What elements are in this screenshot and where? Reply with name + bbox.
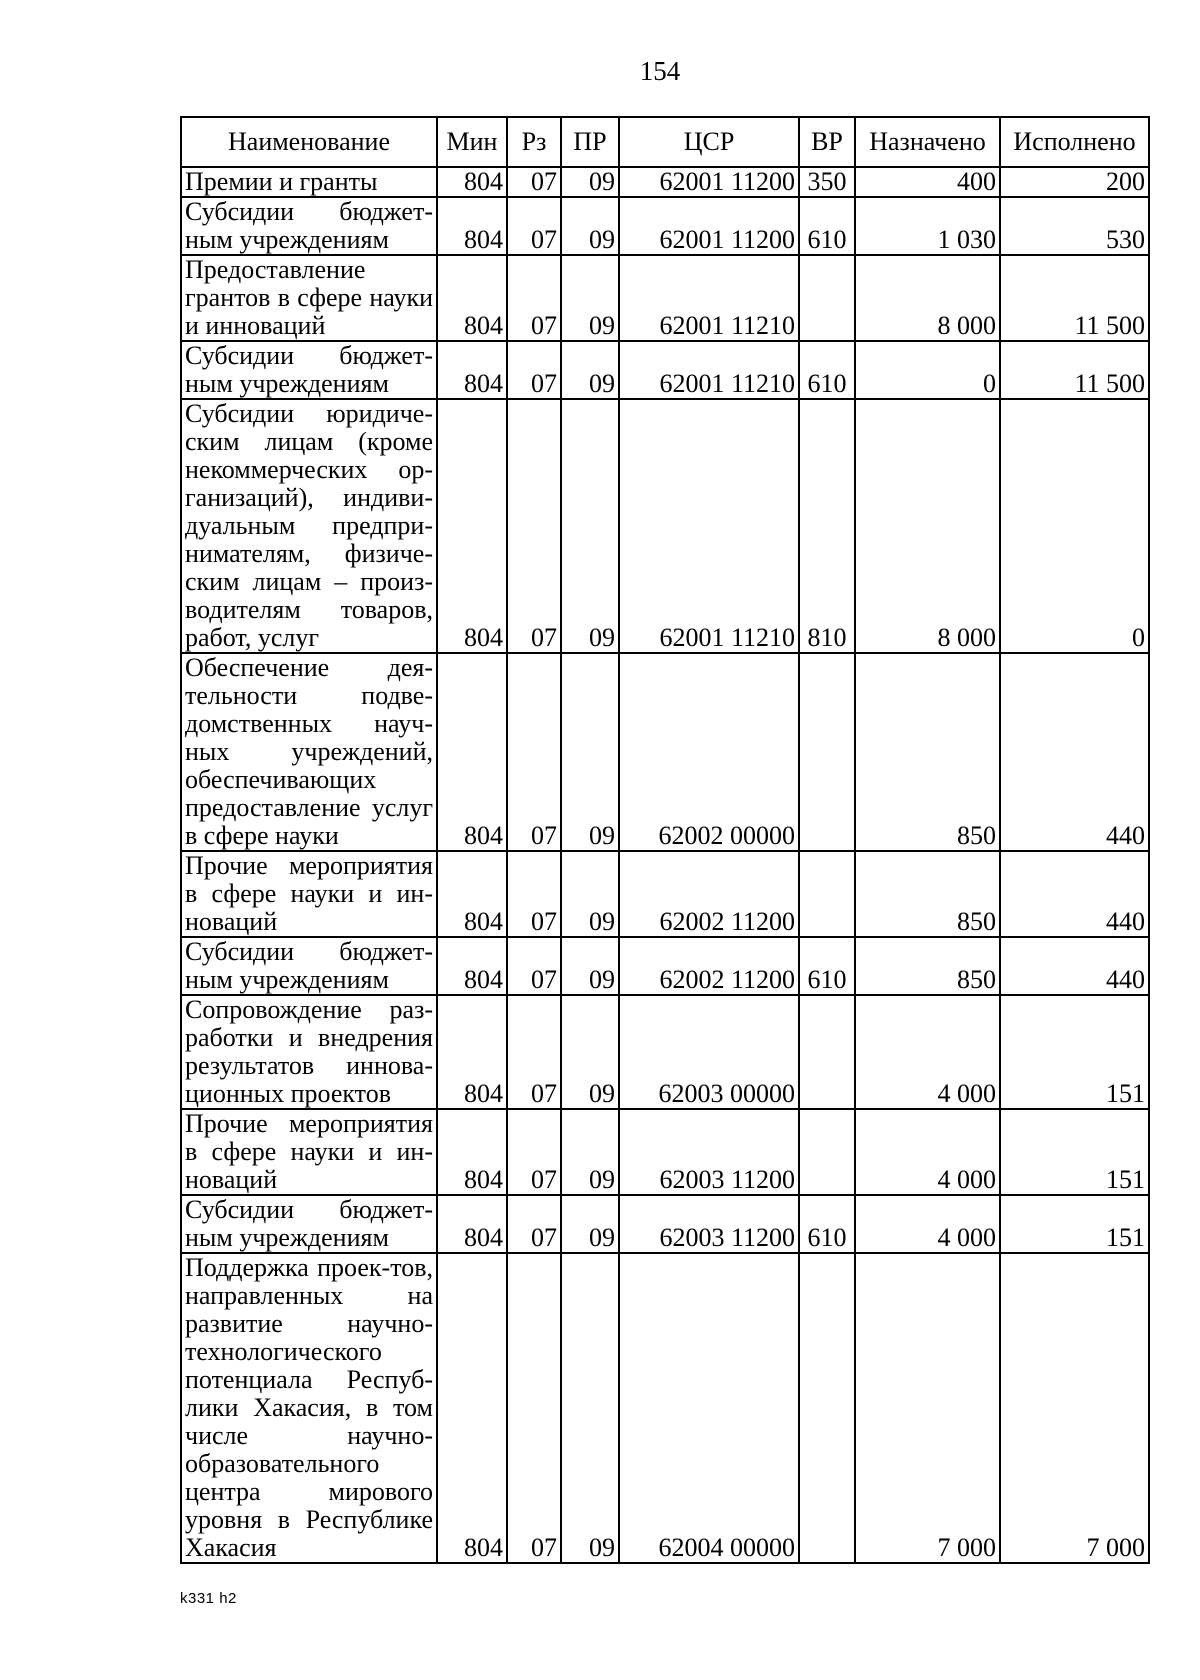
row-executed-cell: 530	[1000, 197, 1149, 255]
row-executed-cell: 151	[1000, 1195, 1149, 1253]
row-pr-cell: 09	[561, 653, 619, 851]
row-assigned-cell: 850	[855, 851, 1000, 937]
table-row	[181, 1253, 1149, 1563]
row-pr-cell: 09	[561, 1195, 619, 1253]
row-csr-cell: 62003 11200	[619, 1195, 799, 1253]
row-pr-cell: 09	[561, 937, 619, 995]
column-header-vr: ВР	[799, 117, 855, 167]
row-executed-cell: 0	[1000, 399, 1149, 653]
row-vr-cell: 610	[799, 1195, 855, 1253]
row-pr-cell: 09	[561, 399, 619, 653]
row-rz-cell: 07	[507, 937, 561, 995]
row-csr-cell: 62001 11200	[619, 197, 799, 255]
row-name-cell: Субсидии юридиче-ским лицам (кроме некоммерческих ор-ганизаций), индиви-дуальным предпри-нимателям, физиче-ским лицам – произ-водителям товаров, работ, услуг	[181, 399, 437, 653]
row-name-cell: Субсидии бюджет-ным учреждениям	[181, 341, 437, 399]
row-rz-cell: 07	[507, 653, 561, 851]
row-name-cell: Прочие мероприятия в сфере науки и ин-новаций	[181, 851, 437, 937]
row-min-cell: 804	[437, 1253, 507, 1563]
row-rz-cell: 07	[507, 1195, 561, 1253]
row-pr-cell: 09	[561, 167, 619, 197]
table-body	[181, 167, 1149, 1563]
table-row	[181, 851, 1149, 937]
row-min-cell: 804	[437, 399, 507, 653]
row-rz-cell: 07	[507, 197, 561, 255]
row-vr-cell	[799, 851, 855, 937]
row-min-cell: 804	[437, 653, 507, 851]
row-vr-cell	[799, 995, 855, 1109]
row-pr-cell: 09	[561, 197, 619, 255]
row-vr-cell: 610	[799, 937, 855, 995]
row-rz-cell: 07	[507, 341, 561, 399]
table-row	[181, 1195, 1149, 1253]
table-row	[181, 1109, 1149, 1195]
row-pr-cell: 09	[561, 255, 619, 341]
row-vr-cell: 810	[799, 399, 855, 653]
row-min-cell: 804	[437, 341, 507, 399]
row-assigned-cell: 400	[855, 167, 1000, 197]
row-min-cell: 804	[437, 995, 507, 1109]
row-assigned-cell: 1 030	[855, 197, 1000, 255]
row-name-cell: Поддержка проек-тов, направленных на развитие научно-технологического потенциала Респуб-лики Хакасия, в том числе научно-образовательного центра мирового уровня в Республике Хакасия	[181, 1253, 437, 1563]
table-row	[181, 255, 1149, 341]
row-csr-cell: 62003 00000	[619, 995, 799, 1109]
row-pr-cell: 09	[561, 851, 619, 937]
row-pr-cell: 09	[561, 1253, 619, 1563]
table-row	[181, 399, 1149, 653]
table-row	[181, 995, 1149, 1109]
row-min-cell: 804	[437, 1109, 507, 1195]
row-rz-cell: 07	[507, 995, 561, 1109]
row-min-cell: 804	[437, 255, 507, 341]
row-vr-cell	[799, 1253, 855, 1563]
row-rz-cell: 07	[507, 167, 561, 197]
row-assigned-cell: 4 000	[855, 995, 1000, 1109]
row-min-cell: 804	[437, 197, 507, 255]
table-row	[181, 937, 1149, 995]
row-executed-cell: 11 500	[1000, 341, 1149, 399]
row-pr-cell: 09	[561, 1109, 619, 1195]
row-name-cell: Премии и гранты	[181, 167, 437, 197]
row-csr-cell: 62004 00000	[619, 1253, 799, 1563]
row-rz-cell: 07	[507, 1253, 561, 1563]
column-header-pr: ПР	[561, 117, 619, 167]
row-executed-cell: 151	[1000, 1109, 1149, 1195]
row-rz-cell: 07	[507, 851, 561, 937]
row-executed-cell: 440	[1000, 937, 1149, 995]
column-header-csr: ЦСР	[619, 117, 799, 167]
column-header-name: Наименование	[181, 117, 437, 167]
budget-table	[180, 116, 1150, 1564]
row-vr-cell: 610	[799, 341, 855, 399]
column-header-rz: Рз	[507, 117, 561, 167]
table-row	[181, 653, 1149, 851]
row-name-cell: Сопровождение раз-работки и внедрения результатов иннова-ционных проектов	[181, 995, 437, 1109]
row-name-cell: Субсидии бюджет-ным учреждениям	[181, 197, 437, 255]
row-assigned-cell: 8 000	[855, 255, 1000, 341]
row-name-cell: Прочие мероприятия в сфере науки и ин-новаций	[181, 1109, 437, 1195]
row-pr-cell: 09	[561, 995, 619, 1109]
page-number: 154	[639, 56, 681, 86]
row-rz-cell: 07	[507, 399, 561, 653]
row-min-cell: 804	[437, 167, 507, 197]
row-min-cell: 804	[437, 851, 507, 937]
row-assigned-cell: 8 000	[855, 399, 1000, 653]
row-rz-cell: 07	[507, 255, 561, 341]
table-row	[181, 341, 1149, 399]
row-assigned-cell: 4 000	[855, 1109, 1000, 1195]
row-assigned-cell: 0	[855, 341, 1000, 399]
row-pr-cell: 09	[561, 341, 619, 399]
row-rz-cell: 07	[507, 1109, 561, 1195]
row-csr-cell: 62001 11200	[619, 167, 799, 197]
row-name-cell: Предоставление грантов в сфере науки и инноваций	[181, 255, 437, 341]
row-executed-cell: 200	[1000, 167, 1149, 197]
row-executed-cell: 7 000	[1000, 1253, 1149, 1563]
row-csr-cell: 62001 11210	[619, 341, 799, 399]
footer-code: k331 h2	[180, 1590, 237, 1607]
column-header-min: Мин	[437, 117, 507, 167]
table-row	[181, 197, 1149, 255]
row-executed-cell: 151	[1000, 995, 1149, 1109]
row-min-cell: 804	[437, 1195, 507, 1253]
row-csr-cell: 62001 11210	[619, 255, 799, 341]
row-min-cell: 804	[437, 937, 507, 995]
row-executed-cell: 11 500	[1000, 255, 1149, 341]
row-vr-cell	[799, 653, 855, 851]
row-name-cell: Обеспечение дея-тельности подве-домственных науч-ных учреждений, обеспечивающих предоставление услуг в сфере науки	[181, 653, 437, 851]
row-csr-cell: 62003 11200	[619, 1109, 799, 1195]
row-vr-cell	[799, 255, 855, 341]
row-name-cell: Субсидии бюджет-ным учреждениям	[181, 937, 437, 995]
column-header-assigned: Назначено	[855, 117, 1000, 167]
column-header-executed: Исполнено	[1000, 117, 1149, 167]
table-header-row	[181, 117, 1149, 167]
row-name-cell: Субсидии бюджет-ным учреждениям	[181, 1195, 437, 1253]
row-executed-cell: 440	[1000, 653, 1149, 851]
row-csr-cell: 62002 00000	[619, 653, 799, 851]
row-assigned-cell: 850	[855, 653, 1000, 851]
row-vr-cell: 610	[799, 197, 855, 255]
row-assigned-cell: 4 000	[855, 1195, 1000, 1253]
row-csr-cell: 62001 11210	[619, 399, 799, 653]
row-assigned-cell: 7 000	[855, 1253, 1000, 1563]
row-executed-cell: 440	[1000, 851, 1149, 937]
table-row	[181, 167, 1149, 197]
row-vr-cell: 350	[799, 167, 855, 197]
row-csr-cell: 62002 11200	[619, 851, 799, 937]
row-vr-cell	[799, 1109, 855, 1195]
row-csr-cell: 62002 11200	[619, 937, 799, 995]
row-assigned-cell: 850	[855, 937, 1000, 995]
